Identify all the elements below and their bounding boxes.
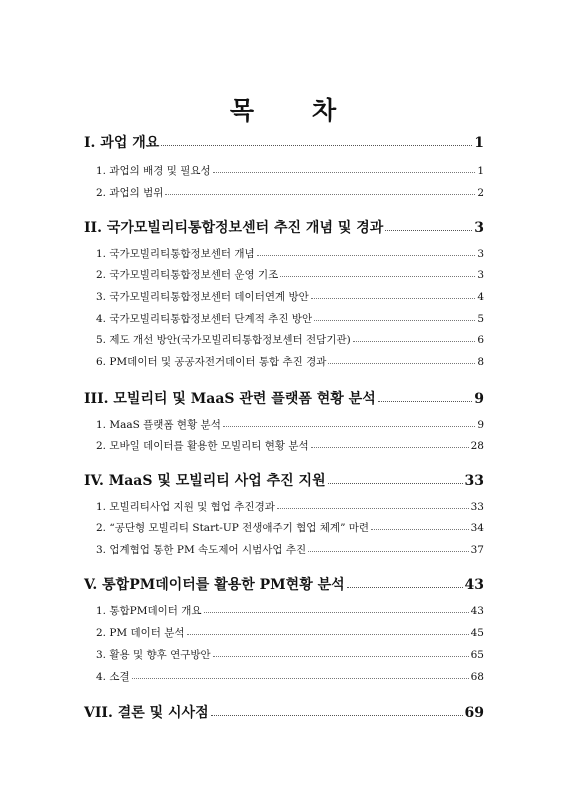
- toc-page-number: 65: [470, 649, 484, 661]
- dot-leader: [223, 426, 475, 427]
- dot-leader: [311, 447, 469, 448]
- dot-leader: [187, 634, 469, 635]
- toc-section-row[interactable]: [96, 332, 484, 347]
- dot-leader: [211, 715, 463, 716]
- toc-section-row[interactable]: [96, 647, 484, 662]
- toc-section-row[interactable]: [96, 603, 484, 618]
- dot-leader: [165, 194, 475, 195]
- toc-section-title: 2. 국가모빌리티통합정보센터 운영 기조: [96, 269, 279, 281]
- toc-section-row[interactable]: [96, 499, 484, 514]
- toc-section-title: 3. 국가모빌리티통합정보센터 데이터연계 방안: [96, 291, 309, 303]
- toc-page-number: 5: [477, 313, 484, 325]
- toc-page-number: 6: [477, 334, 484, 346]
- toc-section-row[interactable]: [96, 417, 484, 432]
- dot-leader: [311, 298, 476, 299]
- toc-section-title: 2. PM 데이터 분석: [96, 627, 185, 639]
- toc-section-row[interactable]: [96, 267, 484, 282]
- toc-chapter-row[interactable]: [84, 388, 484, 408]
- toc-page-number: 33: [470, 501, 484, 513]
- toc-section-title: 2. “공단형 모빌리티 Start-UP 전생애주기 협업 체계” 마련: [96, 522, 370, 534]
- dot-leader: [277, 508, 469, 509]
- toc-page-number: 34: [470, 522, 484, 534]
- toc-section-row[interactable]: [96, 246, 484, 261]
- toc-page-number: 3: [474, 220, 484, 236]
- toc-page-number: 43: [470, 605, 484, 617]
- dot-leader: [347, 587, 463, 588]
- dot-leader: [378, 401, 473, 402]
- toc-section-title: 1. MaaS 플랫폼 현황 분석: [96, 419, 221, 431]
- toc-section-row[interactable]: [96, 520, 484, 535]
- toc-section-row[interactable]: [96, 438, 484, 453]
- dot-leader: [353, 341, 476, 342]
- toc-section-title: 4. 국가모빌리티통합정보센터 단계적 추진 방안: [96, 313, 313, 325]
- toc-page-number: 1: [474, 135, 484, 151]
- toc-section-row[interactable]: [96, 311, 484, 326]
- toc-page-number: 1: [477, 165, 484, 177]
- toc-page-number: 4: [477, 291, 484, 303]
- toc-section-row[interactable]: [96, 163, 484, 178]
- toc-section-row[interactable]: [96, 542, 484, 557]
- dot-leader: [328, 363, 475, 364]
- toc-chapter-row[interactable]: [84, 132, 484, 152]
- dot-leader: [213, 656, 469, 657]
- toc-section-title: 1. 모빌리티사업 지원 및 협업 추진경과: [96, 501, 275, 513]
- toc-section-title: 2. 과업의 범위: [96, 187, 164, 199]
- dot-leader: [204, 612, 469, 613]
- dot-leader: [213, 172, 476, 173]
- toc-section-title: 1. 과업의 배경 및 필요성: [96, 165, 211, 177]
- toc-chapter-row[interactable]: [84, 702, 484, 722]
- toc-section-title: 3. 업계협업 통한 PM 속도제어 시범사업 추진: [96, 544, 307, 556]
- dot-leader: [308, 551, 468, 552]
- toc-section-row[interactable]: [96, 354, 484, 369]
- toc-page-number: 28: [470, 440, 484, 452]
- toc-section-row[interactable]: [96, 289, 484, 304]
- toc-chapter-row[interactable]: [84, 574, 484, 594]
- toc-section-title: 2. 모바일 데이터를 활용한 모빌리티 현황 분석: [96, 440, 309, 452]
- dot-leader: [385, 230, 472, 231]
- toc-page-number: 8: [477, 356, 484, 368]
- toc-section-title: 6. PM데이터 및 공공자전거데이터 통합 추진 경과: [96, 356, 327, 368]
- toc-chapter-title: IV. MaaS 및 모빌리티 사업 추진 지원: [84, 473, 326, 489]
- toc-chapter-title: I. 과업 개요: [84, 135, 160, 151]
- dot-leader: [371, 529, 469, 530]
- dot-leader: [314, 320, 475, 321]
- toc-section-title: 4. 소결: [96, 671, 130, 683]
- toc-section-row[interactable]: [96, 625, 484, 640]
- toc-section-row[interactable]: [96, 185, 484, 200]
- toc-page-number: 2: [477, 187, 484, 199]
- toc-page-number: 68: [470, 671, 484, 683]
- toc-page-number: 43: [464, 577, 484, 593]
- toc-page-number: 9: [477, 419, 484, 431]
- toc-chapter-title: II. 국가모빌리티통합정보센터 추진 개념 및 경과: [84, 220, 384, 236]
- toc-page-number: 69: [464, 705, 484, 721]
- dot-leader: [161, 145, 472, 146]
- toc-chapter-title: VII. 결론 및 시사점: [84, 705, 209, 721]
- toc-chapter-title: V. 통합PM데이터를 활용한 PM현황 분석: [84, 577, 345, 593]
- toc-page-number: 9: [474, 391, 484, 407]
- toc-section-title: 1. 국가모빌리티통합정보센터 개념: [96, 248, 255, 260]
- toc-section-row[interactable]: [96, 669, 484, 684]
- toc-page-number: 45: [470, 627, 484, 639]
- toc-chapter-row[interactable]: [84, 217, 484, 237]
- toc-page-number: 3: [477, 248, 484, 260]
- toc-page-number: 37: [470, 544, 484, 556]
- toc-section-title: 1. 통합PM데이터 개요: [96, 605, 202, 617]
- page-title: 목차: [229, 96, 395, 125]
- toc-page-number: 3: [477, 269, 484, 281]
- dot-leader: [328, 483, 463, 484]
- dot-leader: [132, 678, 469, 679]
- toc-section-title: 5. 제도 개선 방안(국가모빌리티통합정보센터 전담기관): [96, 334, 351, 346]
- toc-section-title: 3. 활용 및 향후 연구방안: [96, 649, 211, 661]
- dot-leader: [257, 255, 476, 256]
- toc-page-number: 33: [464, 473, 484, 489]
- dot-leader: [280, 276, 475, 277]
- toc-chapter-title: III. 모빌리티 및 MaaS 관련 플랫폼 현황 분석: [84, 391, 376, 407]
- toc-chapter-row[interactable]: [84, 470, 484, 490]
